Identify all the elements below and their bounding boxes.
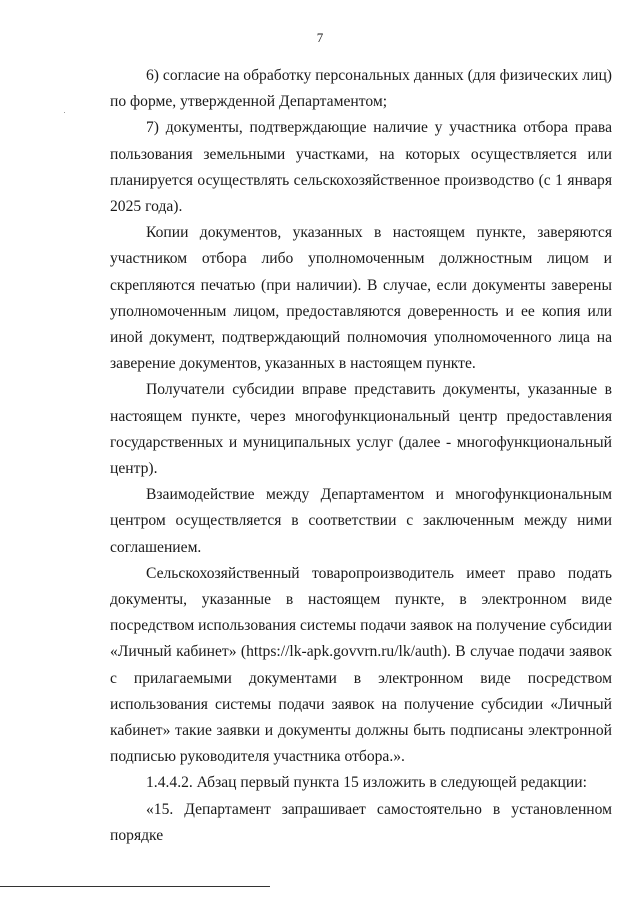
- paragraph-clause-15: «15. Департамент запрашивает самостоятельно в установленном порядке: [110, 800, 612, 844]
- paragraph-interaction: Взаимодействие между Департаментом и многофункциональным центром осуществляется в соответствии с заключенным между ними соглашением.: [110, 486, 612, 556]
- paragraph-electronic-submission: Сельскохозяйственный товаропроизводитель имеет право подать документы, указанные в настоящем пункте, в электронном виде посредством использования системы подачи заявок на получение субсидии «Личный кабинет» (https://lk-apk.govvrn.ru/lk/auth). В случае подачи заявок с прилагаемыми документами в электронном виде посредством использования системы подачи заявок на получение субсидии «Личный кабинет» такие заявки и документы должны быть подписаны электронной подписью руководителя участника отбора.».: [110, 564, 612, 766]
- paragraph-mfc-submission: Получатели субсидии вправе представить документы, указанные в настоящем пункте, через многофункциональный центр предоставления государственных и муниципальных услуг (далее - многофункциональный центр).: [110, 381, 612, 478]
- paragraph-copies-certification: Копии документов, указанных в настоящем пункте, заверяются участником отбора либо уполномоченным должностным лицом и скрепляются печатью (при наличии). В случае, если документы заверены уполномоченным лицом, предоставляются доверенность и ее копия или иной документ, подтверждающий полномочия уполномоченного лица на заверение документов, указанных в настоящем пункте.: [110, 224, 612, 373]
- document-body: [110, 63, 612, 849]
- paragraph-amendment: 1.4.4.2. Абзац первый пункта 15 изложить в следующей редакции:: [146, 774, 587, 792]
- paragraph-land-documents: 7) документы, подтверждающие наличие у участника отбора права пользования земельными участками, на которых осуществляется или планируется осуществлять сельскохозяйственное производство (с 1 января 2025 года).: [110, 119, 612, 216]
- page-bottom-rule: [0, 886, 270, 887]
- page-number: 7: [316, 30, 324, 45]
- paragraph-consent: 6) согласие на обработку персональных данных (для физических лиц) по форме, утвержденной Департаментом;: [110, 67, 612, 111]
- scan-speck: [64, 112, 65, 113]
